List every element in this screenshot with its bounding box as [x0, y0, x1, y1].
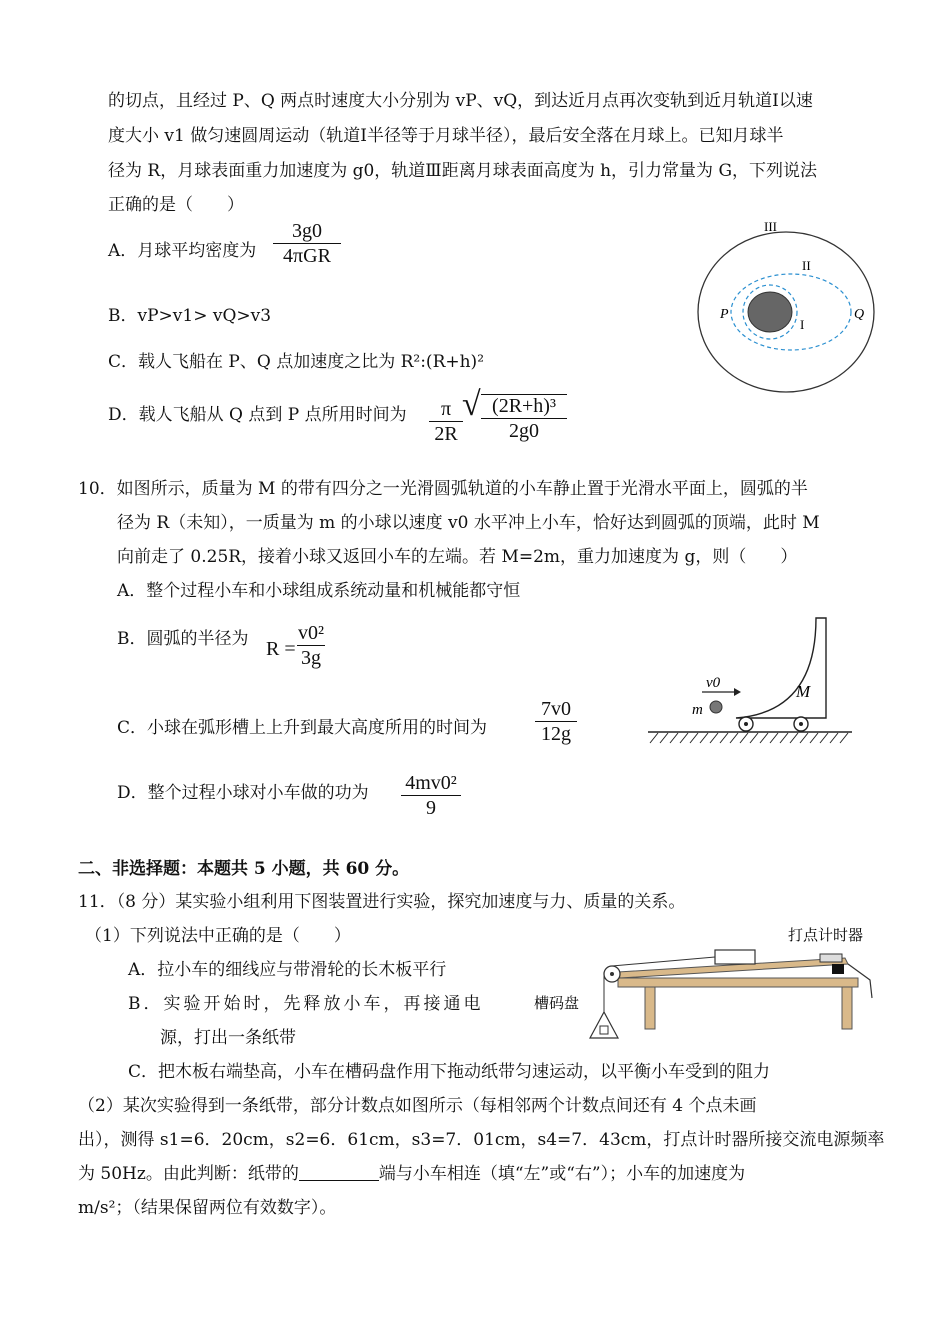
q10-option-d-fraction	[401, 772, 461, 819]
q10-option-c-fraction	[535, 698, 577, 745]
cart	[715, 950, 755, 964]
q11-part2-line3-a: 为 50Hz。由此判断：纸带的	[78, 1164, 299, 1184]
q9-option-d-root-num: (2R+h)³	[492, 395, 556, 417]
q9-option-b: B．vP>v1> vQ>v3	[108, 306, 272, 326]
label-timer: 打点计时器	[788, 926, 864, 944]
cart-diagram	[640, 612, 860, 747]
label-tray: 槽码盘	[534, 994, 580, 1012]
q9-intro-line1: 的切点，且经过 P、Q 两点时速度大小分别为 vP、vQ，到达近月点再次变轨到近月轨道Ⅰ以速	[108, 91, 813, 111]
q11-option-b-line1: B．实验开始时，先释放小车，再接通电	[128, 994, 484, 1014]
moon	[748, 292, 792, 332]
q10-line1: 10．如图所示，质量为 M 的带有四分之一光滑圆弧轨道的小车静止置于光滑水平面上，圆弧的半	[78, 479, 808, 499]
q9-option-d-fraction	[429, 398, 463, 445]
q10-option-b-fraction	[297, 622, 325, 669]
q9-option-d-num: π	[440, 398, 452, 420]
q9-option-a-den: 4πGR	[283, 245, 331, 267]
q10-option-d-num: 4mv0²	[405, 772, 457, 794]
q11-option-b-line2: 源，打出一条纸带	[160, 1028, 296, 1048]
q9-intro-line4: 正确的是（ ）	[108, 195, 244, 215]
q11-part2-line2: 出），测得 s1=6．20cm，s2=6．61cm，s3=7．01cm，s4=7．43cm，打点计时器所接交流电源频率	[78, 1130, 885, 1150]
q10-option-b-label: B．圆弧的半径为	[117, 629, 249, 649]
label-q: Q	[854, 307, 865, 322]
q9-option-a-fraction	[273, 220, 341, 267]
q9-intro-line2: 度大小 v1 做匀速圆周运动（轨道Ⅰ半径等于月球半径），最后安全落在月球上。已知月球半	[108, 126, 784, 146]
label-m: m	[692, 702, 703, 718]
q10-option-c-label: C．小球在弧形槽上上升到最大高度所用的时间为	[117, 718, 488, 738]
q10-option-a: A．整个过程小车和小球组成系统动量和机械能都守恒	[117, 581, 521, 601]
q11-option-c: C．把木板右端垫高，小车在槽码盘作用下拖动纸带匀速运动，以平衡小车受到的阻力	[128, 1062, 771, 1082]
orbit-diagram	[688, 215, 898, 395]
q9-option-a-label: A．月球平均密度为	[108, 241, 257, 261]
wedge-block	[832, 964, 844, 974]
label-ii: II	[802, 258, 811, 273]
q10-line3: 向前走了 0.25R，接着小球又返回小车的左端。若 M=2m，重力加速度为 g，则（ ）	[117, 547, 798, 567]
q9-option-d-label: D．载人飞船从 Q 点到 P 点所用时间为	[108, 405, 407, 425]
q11-option-a: A．拉小车的细线应与带滑轮的长木板平行	[128, 960, 447, 980]
section2-title: 二、非选择题：本题共 5 小题，共 60 分。	[78, 859, 410, 879]
q11-part2-line3	[78, 1159, 745, 1184]
q10-option-b-num: v0²	[298, 622, 324, 644]
q9-option-d-root-den: 2g0	[509, 420, 539, 442]
q9-option-c: C．载人飞船在 P、Q 点加速度之比为 R²:(R+h)²	[108, 352, 485, 372]
q10-option-c-den: 12g	[541, 723, 571, 745]
q10-option-d-label: D．整个过程小球对小车做的功为	[117, 783, 369, 803]
cart-body	[736, 618, 826, 718]
q11-line1: 11．（8 分）某实验小组利用下图装置进行实验，探究加速度与力、质量的关系。	[78, 892, 686, 912]
q9-option-d-root-fraction	[481, 394, 567, 442]
table-leg-right	[842, 987, 852, 1029]
tabletop	[618, 978, 858, 987]
timer-device	[820, 954, 842, 962]
q11-part2-line3-b: 端与小车相连（填“左”或“右”）；小车的加速度为	[378, 1164, 746, 1184]
label-iii: III	[764, 219, 777, 234]
apparatus-diagram	[530, 920, 900, 1060]
q11-part2-line1: （2）某次实验得到一条纸带，部分计数点如图所示（每相邻两个计数点间还有 4 个点未画	[78, 1096, 757, 1116]
table-leg-left	[645, 987, 655, 1029]
q9-intro-line3: 径为 R，月球表面重力加速度为 g0，轨道Ⅲ距离月球表面高度为 h，引力常量为 G，下列说法	[108, 161, 818, 181]
q10-option-d-den: 9	[426, 797, 436, 819]
q11-part2-line4: m/s²；（结果保留两位有效数字）。	[78, 1198, 337, 1218]
label-v0: v0	[706, 675, 721, 691]
q9-option-d-den: 2R	[434, 423, 458, 445]
q9-option-d-sqrt-sign: √	[462, 386, 481, 423]
label-i: I	[800, 317, 805, 332]
q9-option-a-num: 3g0	[292, 220, 322, 242]
ball	[710, 701, 722, 713]
answer-blank[interactable]	[299, 1166, 379, 1181]
q10-option-b-den: 3g	[301, 647, 321, 669]
label-big-m: M	[796, 682, 811, 701]
label-p: P	[720, 307, 729, 322]
q10-option-c-num: 7v0	[541, 698, 571, 720]
q10-line2: 径为 R（未知），一质量为 m 的小球以速度 v0 水平冲上小车，恰好达到圆弧的顶端，此时 M	[117, 513, 820, 533]
string	[612, 957, 715, 966]
q11-part1: （1）下列说法中正确的是（ ）	[85, 926, 351, 946]
q10-option-b-lhs: R =	[266, 638, 296, 660]
